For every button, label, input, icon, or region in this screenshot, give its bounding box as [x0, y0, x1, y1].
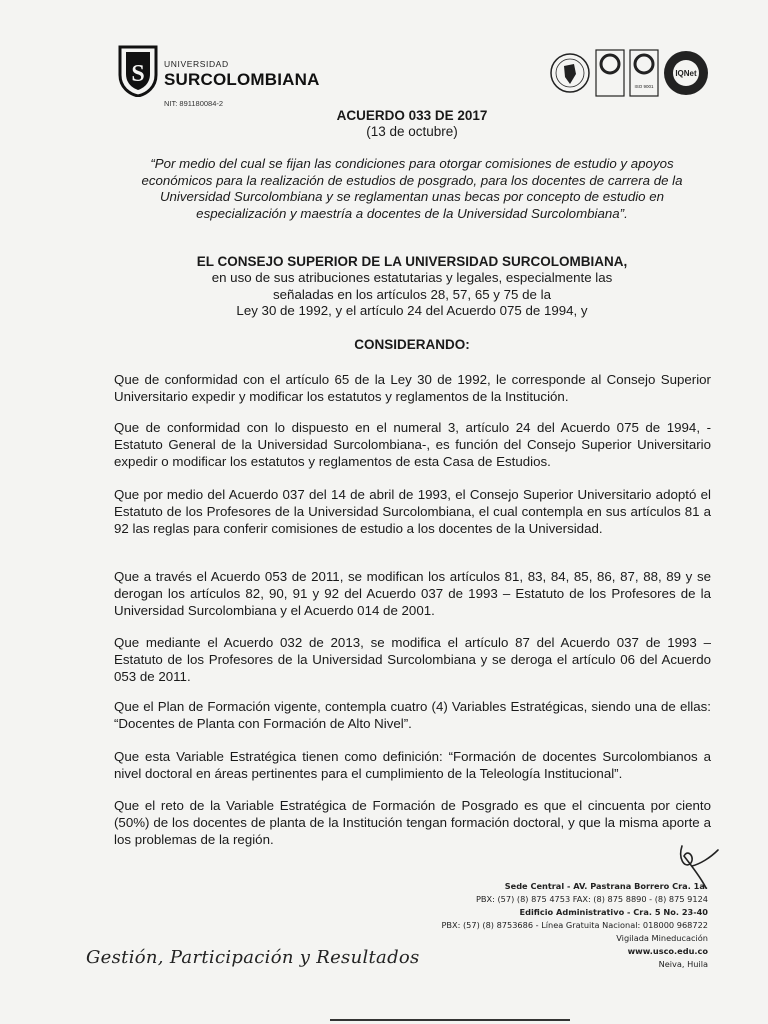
agreement-date: (13 de octubre)	[366, 124, 458, 139]
agreement-subject: “Por medio del cual se fijan las condiciones para otorgar comisiones de estudio y apoyos económicos para la realización de estudios de posgrado, para los docentes de carrera de la Universidad Surcolombiana y se reglamentan unas becas por concepto de estudio en especialización y maestría a docentes de la Universidad Surcolombiana”.	[141, 156, 683, 221]
footer-web: www.usco.edu.co	[627, 946, 708, 956]
footer-city: Neiva, Huila	[658, 959, 708, 969]
footer-pbx-1: PBX: (57) (8) 875 4753 FAX: (8) 875 8890 - (8) 875 9124	[475, 894, 708, 904]
certification-seals	[550, 44, 710, 102]
footer-vigilada: Vigilada Mineducación	[616, 933, 708, 943]
consideration-paragraph: Que por medio del Acuerdo 037 del 14 de abril de 1993, el Consejo Superior Universitario adoptó el Estatuto de los Profesores de la Universidad Surcolombiana, el cual contempla en sus artículos 81 a 92 las reglas para conferir comisiones de estudio a los docentes de la Universidad.	[114, 487, 711, 537]
consideration-paragraph: Que esta Variable Estratégica tienen como definición: “Formación de docentes Surcolombianos a nivel doctoral en áreas pertinentes para el cumplimiento de la Teleología Institucional”.	[114, 749, 711, 782]
iqnet-label: IQNet	[675, 69, 697, 78]
consideration-paragraph: Que el Plan de Formación vigente, contempla cuatro (4) Variables Estratégicas, siendo una de ellas: “Docentes de Planta con Formación de Alto Nivel”.	[114, 699, 711, 732]
preamble-line-2: señaladas en los artículos 28, 57, 65 y 75 de la	[273, 286, 551, 302]
agreement-title: ACUERDO 033 DE 2017	[336, 108, 488, 123]
footer-sede: Sede Central - AV. Pastrana Borrero Cra. 1a.	[504, 881, 708, 891]
page-bottom-rule	[330, 1019, 570, 1021]
consideration-paragraph: Que de conformidad con el artículo 65 de la Ley 30 de 1992, le corresponde al Consejo Superior Universitario expedir y modificar los estatutos y reglamentos de la Institución.	[114, 372, 711, 405]
consideration-paragraph: Que a través el Acuerdo 053 de 2011, se modifican los artículos 81, 83, 84, 85, 86, 87, 88, 89 y se derogan los artículos 82, 90, 91 y 92 del Acuerdo 037 de 1993 – Estatuto de los Profesores de la Universidad Surcolombiana y el Acuerdo 014 de 2001.	[114, 569, 711, 619]
preamble-line-3: Ley 30 de 1992, y el artículo 24 del Acuerdo 075 de 1994, y	[236, 303, 588, 318]
footer-pbx-2: PBX: (57) (8) 8753686 - Línea Gratuita Nacional: 018000 968722	[441, 920, 708, 930]
preamble-line-1: en uso de sus atribuciones estatutarias y legales, especialmente las	[211, 270, 613, 285]
considerando-heading: CONSIDERANDO:	[354, 337, 470, 352]
logo-letter: S	[131, 61, 145, 87]
council-preamble	[112, 270, 712, 320]
institution-footer	[441, 880, 708, 971]
iso-label: ISO 9001	[634, 84, 654, 89]
footer-edificio: Edificio Administrativo - Cra. 5 No. 23-40	[519, 907, 708, 917]
consideration-paragraph: Que de conformidad con lo dispuesto en el numeral 3, artículo 24 del Acuerdo 075 de 1994, -Estatuto General de la Universidad Surcolombiana-, es función del Consejo Superior Universitario expedir o modificar los estatutos y reglamentos de esta Casa de Estudios.	[114, 420, 711, 470]
institutional-slogan: Gestión, Participación y Resultados	[86, 947, 420, 968]
university-logo	[117, 45, 159, 97]
nit-number: NIT: 891180084-2	[164, 99, 224, 108]
consideration-paragraph: Que el reto de la Variable Estratégica de Formación de Posgrado es que el cincuenta por ciento (50%) de los docentes de planta de la Institución tengan formación doctoral, y que la misma aporte a los problemas de la región.	[114, 798, 711, 848]
university-small-label: UNIVERSIDAD	[164, 59, 229, 69]
consideration-paragraph: Que mediante el Acuerdo 032 de 2013, se modifica el artículo 87 del Acuerdo 037 de 1993 – Estatuto de los Profesores de la Universidad Surcolombiana y se deroga el artículo 06 del Acuerdo 053 de 2011.	[114, 635, 711, 685]
council-heading: EL CONSEJO SUPERIOR DE LA UNIVERSIDAD SURCOLOMBIANA,	[196, 254, 628, 269]
university-name: SURCOLOMBIANA	[164, 70, 320, 89]
